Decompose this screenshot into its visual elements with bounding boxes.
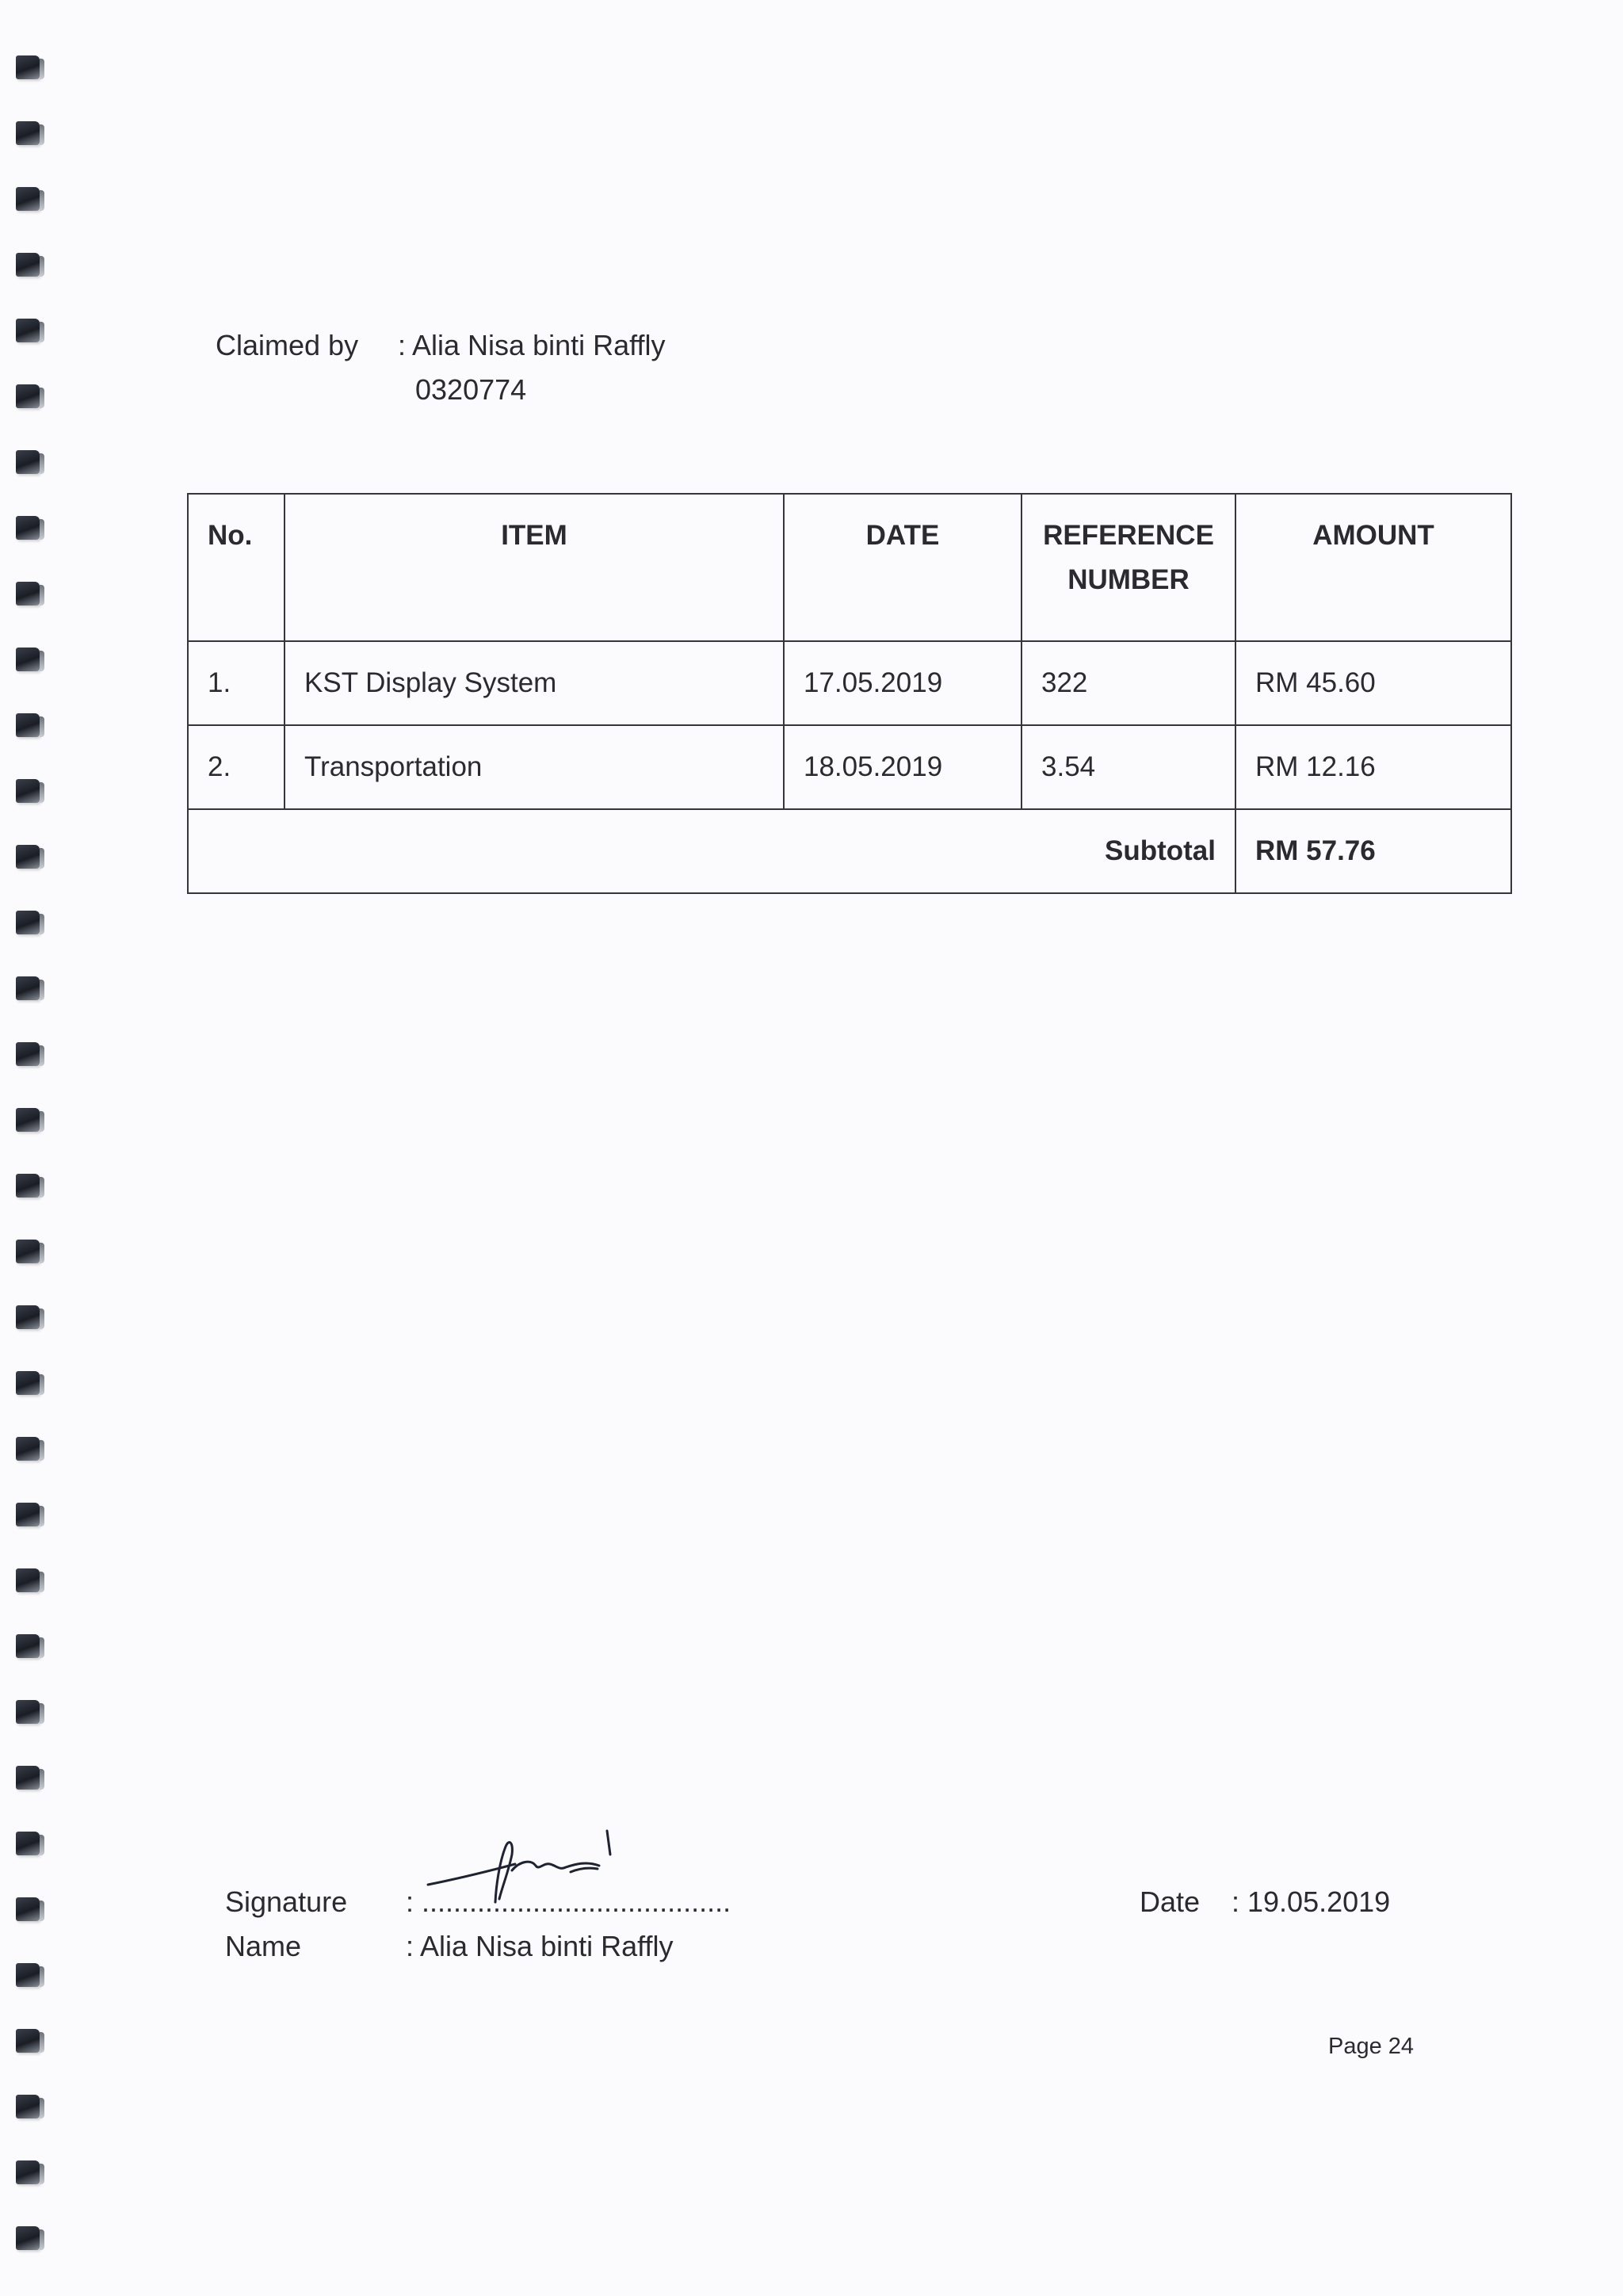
row-item: KST Display System (285, 641, 784, 725)
table-row (188, 641, 1511, 725)
spiral-binding (11, 55, 48, 2259)
header-date: DATE (784, 494, 1022, 641)
binding-ring (16, 1240, 40, 1263)
date-block (1140, 1880, 1391, 1924)
binding-ring (16, 845, 40, 869)
binding-ring (16, 713, 40, 737)
binding-ring (16, 121, 40, 145)
row-no: 1. (188, 641, 285, 725)
header-item: ITEM (285, 494, 784, 641)
signature-label: Signature (225, 1885, 348, 1918)
binding-ring (16, 1963, 40, 1987)
binding-ring (16, 450, 40, 474)
binding-ring (16, 779, 40, 803)
binding-ring (16, 1174, 40, 1198)
binding-ring (16, 1437, 40, 1461)
binding-ring (16, 1042, 40, 1066)
page-number: Page 24 (1328, 2034, 1415, 2059)
binding-ring (16, 1634, 40, 1658)
binding-ring (16, 1568, 40, 1592)
row-date: 17.05.2019 (784, 641, 1022, 725)
binding-ring (16, 976, 40, 1000)
binding-ring (16, 911, 40, 934)
claimed-by-label: Claimed by (216, 329, 359, 361)
header-amount: AMOUNT (1235, 494, 1511, 641)
row-amount: RM 12.16 (1235, 725, 1511, 809)
subtotal-label: Subtotal (188, 809, 1235, 893)
binding-ring (16, 648, 40, 671)
table-header-row (188, 494, 1511, 641)
row-amount: RM 45.60 (1235, 641, 1511, 725)
binding-ring (16, 2226, 40, 2250)
name-value: : Alia Nisa binti Raffly (406, 1930, 674, 1962)
binding-ring (16, 2160, 40, 2184)
binding-ring (16, 582, 40, 606)
signature-line: : ....................................... (406, 1885, 731, 1918)
table-row (188, 725, 1511, 809)
binding-ring (16, 319, 40, 342)
subtotal-row (188, 809, 1511, 893)
binding-ring (16, 2029, 40, 2053)
row-item: Transportation (285, 725, 784, 809)
subtotal-value: RM 57.76 (1235, 809, 1511, 893)
binding-ring (16, 55, 40, 79)
binding-ring (16, 1766, 40, 1790)
row-no: 2. (188, 725, 285, 809)
date-value: : 19.05.2019 (1232, 1885, 1391, 1918)
binding-ring (16, 1503, 40, 1526)
binding-ring (16, 384, 40, 408)
name-label: Name (225, 1930, 302, 1962)
header-no: No. (188, 494, 285, 641)
binding-ring (16, 253, 40, 277)
binding-ring (16, 516, 40, 540)
claimant-name: : Alia Nisa binti Raffly (398, 329, 666, 361)
binding-ring (16, 1700, 40, 1724)
header-reference-number (1022, 494, 1235, 641)
claimant-id: 0320774 (415, 373, 527, 406)
header-ref-line1: REFERENCE (1043, 520, 1214, 551)
binding-ring (16, 1371, 40, 1395)
claims-table (187, 493, 1512, 894)
binding-ring (16, 1305, 40, 1329)
binding-ring (16, 1897, 40, 1921)
binding-ring (16, 1108, 40, 1132)
row-ref: 322 (1022, 641, 1235, 725)
binding-ring (16, 2095, 40, 2118)
binding-ring (16, 187, 40, 211)
header-ref-line2: NUMBER (1067, 564, 1190, 595)
date-label: Date (1140, 1885, 1201, 1918)
binding-ring (16, 1832, 40, 1855)
row-date: 18.05.2019 (784, 725, 1022, 809)
row-ref: 3.54 (1022, 725, 1235, 809)
